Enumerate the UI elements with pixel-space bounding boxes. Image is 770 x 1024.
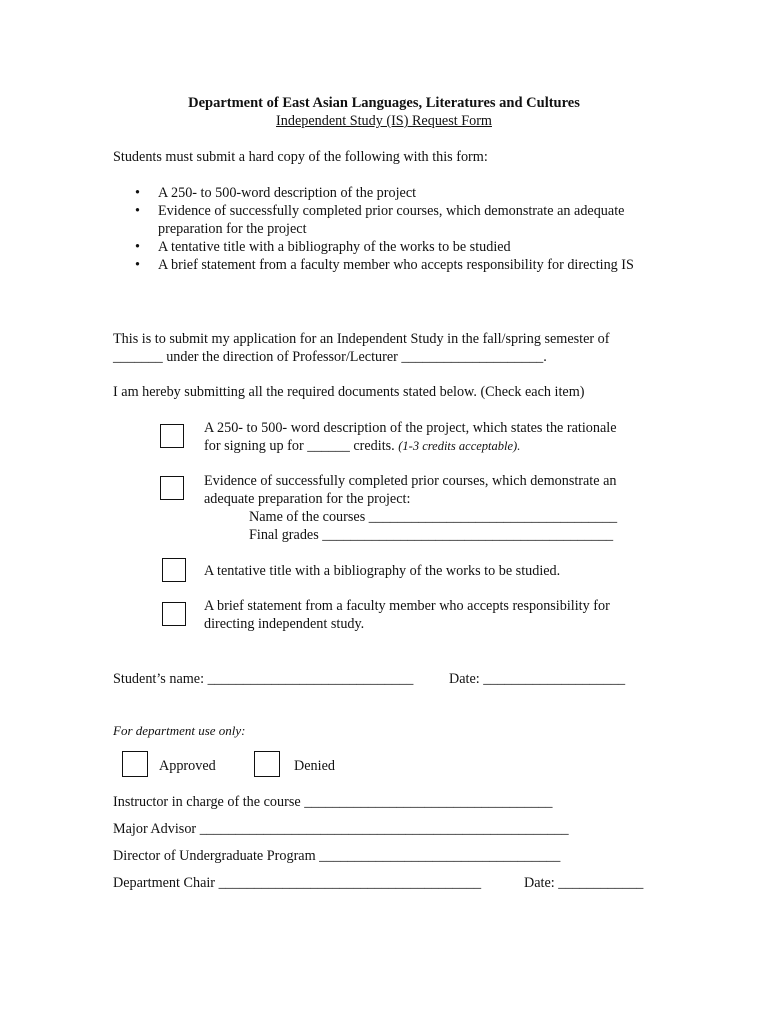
denied-checkbox[interactable] bbox=[254, 751, 280, 777]
list-item: • A brief statement from a faculty member who accepts responsibility for directing IS bbox=[113, 256, 673, 274]
requirements-list bbox=[113, 184, 673, 274]
item2-line1: Evidence of successfully completed prior courses, which demonstrate an bbox=[204, 473, 617, 489]
intro-text: Students must submit a hard copy of the following with this form: bbox=[113, 149, 488, 165]
final-grades-field[interactable]: Final grades _________________________________________ bbox=[249, 527, 614, 543]
major-advisor-field[interactable]: Major Advisor ____________________________________________________ bbox=[113, 821, 569, 837]
checklist-heading: I am hereby submitting all the required documents stated below. (Check each item) bbox=[113, 384, 585, 400]
application-line-2[interactable]: _______ under the direction of Professor/Lecturer ____________________. bbox=[113, 349, 547, 365]
list-item: • Evidence of successfully completed prior courses, which demonstrate an adequate preparation for the project bbox=[113, 202, 673, 238]
item1-line1: A 250- to 500- word description of the project, which states the rationale bbox=[204, 420, 617, 436]
item2-line2: adequate preparation for the project: bbox=[204, 491, 411, 507]
course-names-field[interactable]: Name of the courses ___________________________________ bbox=[249, 509, 618, 525]
description-checkbox[interactable] bbox=[160, 424, 184, 448]
page-title: Department of East Asian Languages, Literatures and Cultures bbox=[188, 95, 580, 111]
list-item: • A tentative title with a bibliography of the works to be studied bbox=[113, 238, 673, 256]
list-item: • A 250- to 500-word description of the project bbox=[113, 184, 673, 202]
director-field[interactable]: Director of Undergraduate Program __________________________________ bbox=[113, 848, 561, 864]
form-subtitle: Independent Study (IS) Request Form bbox=[276, 113, 492, 129]
student-name-field[interactable]: Student’s name: _____________________________ bbox=[113, 671, 414, 687]
department-use-label: For department use only: bbox=[113, 723, 246, 738]
item1-line2 bbox=[204, 437, 520, 455]
item4-line2: directing independent study. bbox=[204, 616, 365, 632]
bibliography-checkbox[interactable] bbox=[162, 558, 186, 582]
application-line-1: This is to submit my application for an Independent Study in the fall/spring semester of bbox=[113, 331, 610, 347]
instructor-field[interactable]: Instructor in charge of the course ___________________________________ bbox=[113, 794, 553, 810]
item4-line1: A brief statement from a faculty member who accepts responsibility for bbox=[204, 598, 610, 614]
student-date-field[interactable]: Date: ____________________ bbox=[449, 671, 626, 687]
approved-label: Approved bbox=[159, 758, 216, 774]
prior-courses-checkbox[interactable] bbox=[160, 476, 184, 500]
item3-text: A tentative title with a bibliography of the works to be studied. bbox=[204, 563, 561, 579]
credits-note: (1-3 credits acceptable). bbox=[398, 439, 521, 453]
denied-label: Denied bbox=[294, 758, 335, 774]
credits-field[interactable]: for signing up for ______ credits. bbox=[204, 438, 395, 454]
approved-checkbox[interactable] bbox=[122, 751, 148, 777]
faculty-statement-checkbox[interactable] bbox=[162, 602, 186, 626]
chair-date-field[interactable]: Date: ____________ bbox=[524, 875, 644, 891]
department-chair-field[interactable]: Department Chair _____________________________________ bbox=[113, 875, 482, 891]
